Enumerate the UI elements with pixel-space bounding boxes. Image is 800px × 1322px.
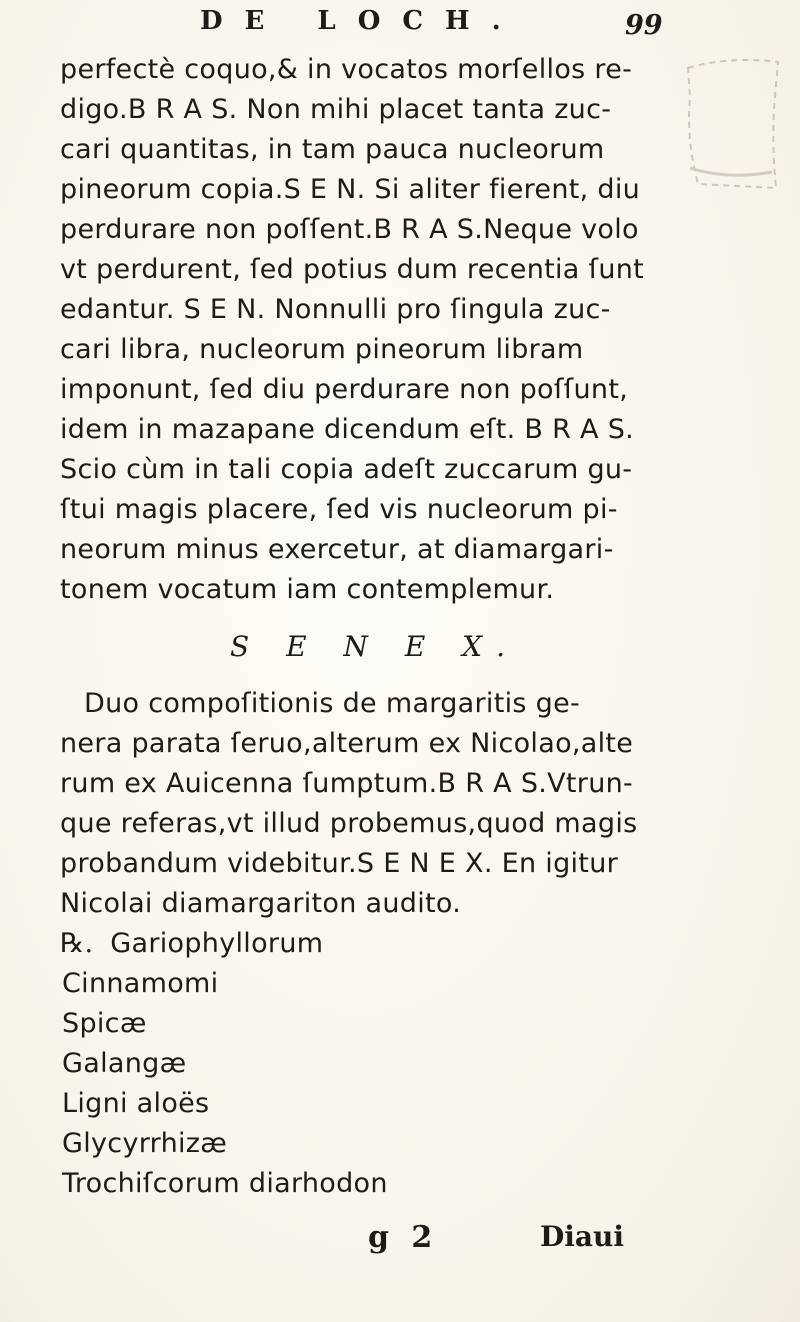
ingredient-name: Ligni aloës <box>62 1088 210 1119</box>
text-line: probandum videbitur.S E N E X. En igitur <box>60 848 619 879</box>
text-line: perdurare non poſſent.B R A S.Neque volo <box>60 214 639 245</box>
show-through-mark <box>668 48 790 198</box>
text-line: imponunt, ſed diu perdurare non poſſunt, <box>60 374 629 405</box>
page-header <box>0 6 800 46</box>
ingredient-name: Glycyrrhizæ <box>62 1128 228 1159</box>
text-line: cari libra, nucleorum pineorum libram <box>60 334 584 365</box>
ingredient-item <box>60 1084 680 1124</box>
page-footer <box>0 1220 800 1264</box>
ingredient-item <box>60 1124 680 1164</box>
ingredient-item <box>60 964 680 1004</box>
text-line: nera parata ſeruo,alterum ex Nicolao,alte <box>60 728 634 759</box>
ingredient-list <box>60 924 680 1204</box>
ingredient-item <box>60 924 680 964</box>
running-head: DE LOCH. <box>200 6 523 36</box>
text-line: ſtui magis placere, ſed vis nucleorum pi- <box>60 494 618 525</box>
speaker-heading: S E N E X. <box>230 630 519 663</box>
ingredient-name: Galangæ <box>62 1048 187 1079</box>
ingredient-name: Cinnamomi <box>62 968 219 999</box>
text-line: Scio cùm in tali copia adeſt zuccarum gu- <box>60 454 633 485</box>
page-number: 99 <box>625 10 663 41</box>
main-text <box>60 50 680 1204</box>
ingredient-name: Trochiſcorum diarhodon <box>62 1168 388 1199</box>
ingredient-item <box>60 1004 680 1044</box>
ingredient-item <box>60 1044 680 1084</box>
text-line: neorum minus exercetur, at diamargari- <box>60 534 614 565</box>
text-line: cari quantitas, in tam pauca nucleorum <box>60 134 605 165</box>
signature-mark: g 2 <box>368 1220 439 1255</box>
text-line: tonem vocatum iam contemplemur. <box>60 574 555 605</box>
text-line: idem in mazapane dicendum eſt. B R A S. <box>60 414 635 445</box>
ingredient-name: Gariophyllorum <box>110 928 324 959</box>
text-line: que referas,vt illud probemus,quod magis <box>60 808 638 839</box>
catchword: Diaui <box>540 1220 625 1253</box>
text-line: digo.B R A S. Non mihi placet tanta zuc- <box>60 94 612 125</box>
ingredient-name: Spicæ <box>62 1008 147 1039</box>
text-line: pineorum copia.S E N. Si aliter fierent, diu <box>60 174 641 205</box>
ingredient-item <box>60 1164 680 1204</box>
text-line: vt perdurent, ſed potius dum recentia ſunt <box>60 254 645 285</box>
text-line: edantur. S E N. Nonnulli pro ſingula zuc- <box>60 294 611 325</box>
recipe-symbol: ℞. <box>60 928 94 959</box>
text-line: perfectè coquo,& in vocatos morſellos re- <box>60 54 633 85</box>
text-line: Nicolai diamargariton audito. <box>60 888 462 919</box>
text-line: Duo compoſitionis de margaritis ge- <box>84 688 581 719</box>
text-line: rum ex Auicenna ſumptum.B R A S.Vtrun- <box>60 768 634 799</box>
